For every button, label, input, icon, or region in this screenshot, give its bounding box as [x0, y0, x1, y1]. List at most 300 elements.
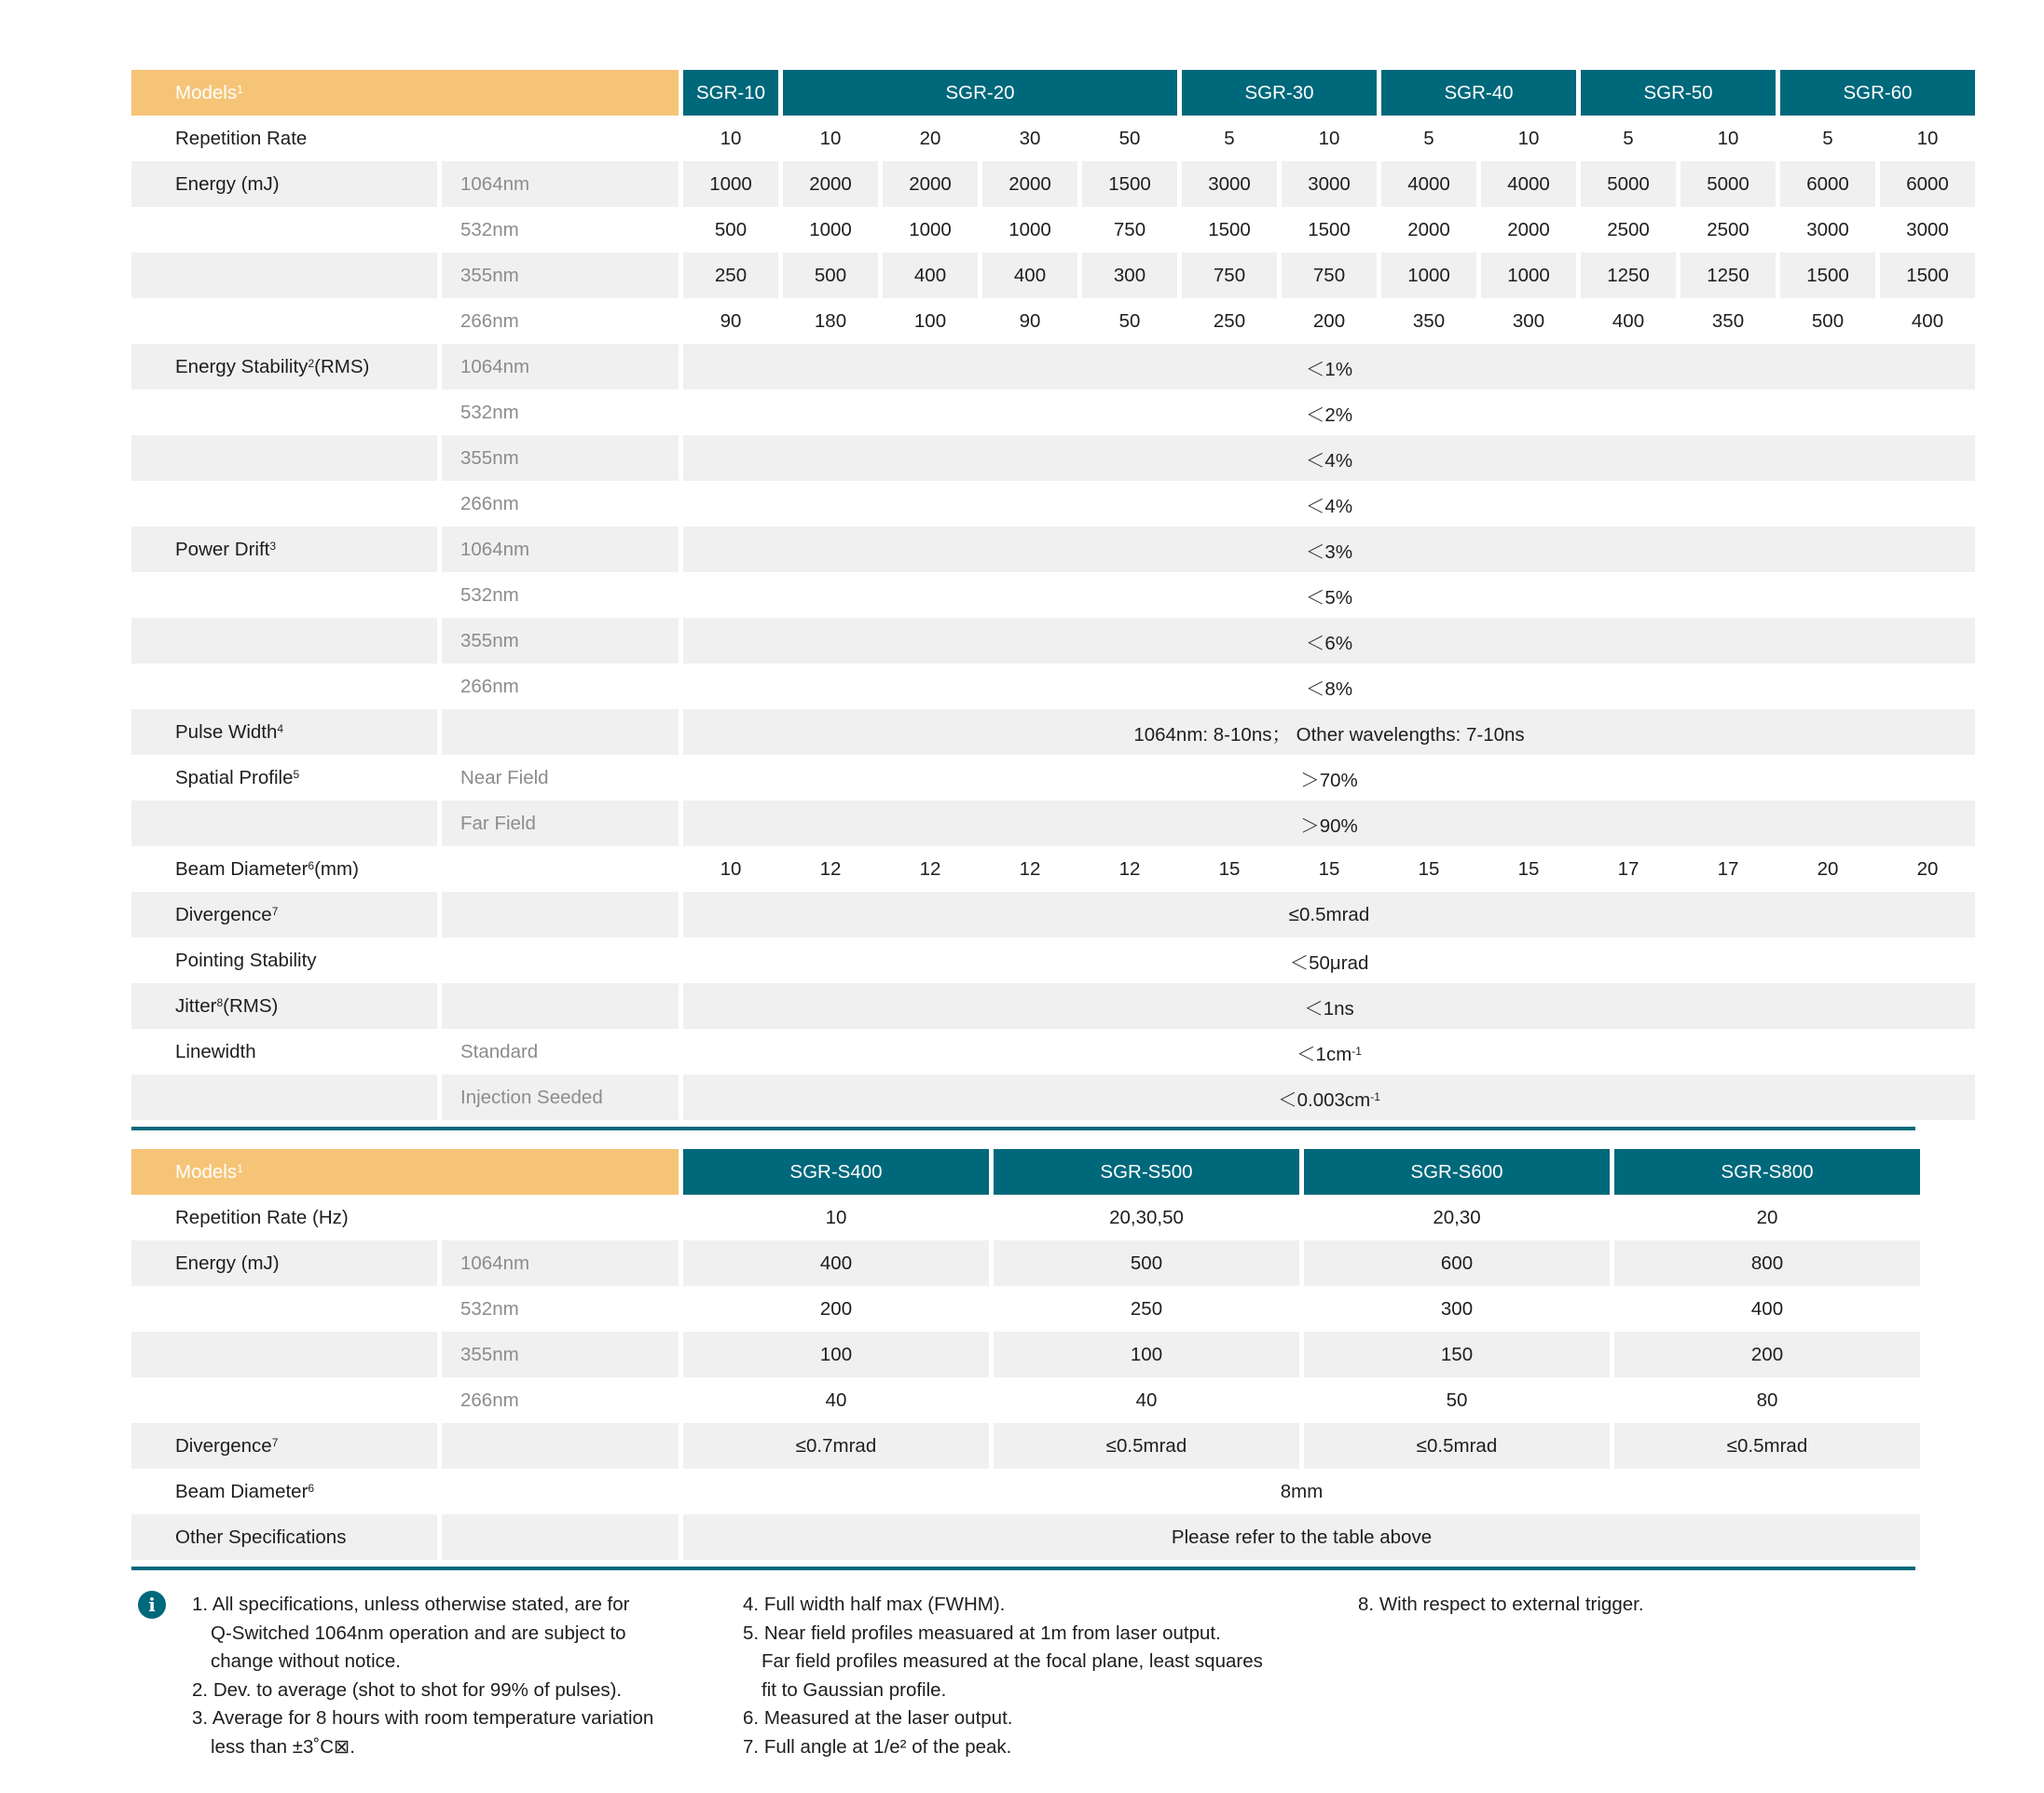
- row-label: [131, 161, 437, 207]
- value-cell: ≤0.5mrad: [1304, 1423, 1610, 1469]
- spec-row: [131, 983, 1975, 1029]
- spanning-value-cell: [683, 618, 1975, 664]
- row-footnote-mark: 8: [216, 995, 224, 1009]
- value-cell: 200: [1614, 1332, 1920, 1377]
- value-cell: 40: [1135, 1389, 1158, 1411]
- value-cell: 600: [1304, 1240, 1610, 1286]
- spec-row: [131, 846, 1975, 892]
- model-header-sgr-s600: SGR-S600: [1304, 1149, 1610, 1195]
- footnote-number: 8.: [1358, 1594, 1375, 1615]
- value-cell: 200: [819, 1297, 853, 1320]
- row-label-text: Pulse Width: [175, 720, 278, 743]
- model-header-sgr-s400: SGR-S400: [683, 1149, 989, 1195]
- spec-row: [131, 298, 1975, 344]
- footnote-number: 2.: [192, 1678, 209, 1701]
- row-sublabel: [442, 1469, 679, 1514]
- row-label-suffix: (mm): [314, 857, 359, 880]
- value-cell: 400: [1612, 309, 1645, 332]
- spec-row: [131, 1195, 1920, 1240]
- value-cell: 100: [913, 309, 947, 332]
- value-cell: 2000: [783, 161, 878, 207]
- row-label: [131, 1240, 437, 1286]
- footnotes-col-3: [1358, 1591, 1880, 1620]
- value-cell: 90: [720, 309, 742, 332]
- spec-row: [131, 207, 1975, 253]
- spanning-value-text: ＜4%: [1305, 449, 1353, 472]
- footnotes-col-1: [192, 1591, 714, 1761]
- spec-row: [131, 481, 1975, 527]
- models-footnote-mark: 1: [237, 82, 243, 96]
- row-footnote-mark: 7: [271, 1435, 279, 1449]
- row-label: [131, 344, 437, 390]
- model-header-sgr-20: SGR-20: [783, 70, 1177, 116]
- footnote-continuation: less than ±3˚C⊠.: [211, 1735, 355, 1758]
- spec-row: [131, 1377, 1920, 1423]
- models-header-cell: [131, 1149, 679, 1195]
- models-footnote-mark: 1: [237, 1161, 243, 1175]
- row-sublabel: [442, 116, 679, 161]
- value-cell: 5000: [1680, 161, 1776, 207]
- value-cell: 10: [1916, 127, 1939, 149]
- footnote-number: 6.: [743, 1707, 760, 1729]
- row-sublabel: 266nm: [460, 309, 519, 332]
- spec-row: [131, 938, 1975, 983]
- spec-row: [131, 344, 1975, 390]
- row-sublabel: 266nm: [460, 492, 519, 514]
- spec-row: [131, 435, 1975, 481]
- value-cell: 10: [1717, 127, 1739, 149]
- row-label: [131, 116, 437, 161]
- value-cell: 2000: [982, 161, 1077, 207]
- notes-divider: [131, 1567, 1915, 1570]
- row-sublabel: 532nm: [460, 1297, 519, 1320]
- row-label-text: Divergence: [175, 1434, 272, 1457]
- footnote-continuation: fit to Gaussian profile.: [761, 1678, 947, 1701]
- value-cell: 10: [720, 857, 742, 880]
- spanning-value-cell: [683, 481, 1975, 527]
- spanning-value-text: Please refer to the table above: [1171, 1526, 1433, 1548]
- value-cell: 17: [1617, 857, 1639, 880]
- row-sublabel: Injection Seeded: [442, 1074, 679, 1120]
- footnote-text: Near field profiles measuared at 1m from laser output.: [763, 1622, 1221, 1644]
- value-cell: 1500: [1880, 253, 1975, 298]
- value-cell: 50: [1118, 309, 1141, 332]
- row-footnote-mark: 6: [308, 1481, 315, 1495]
- footnote-continuation: Far field profiles measured at the focal plane, least squares: [761, 1650, 1263, 1672]
- spec-row: [131, 253, 1975, 298]
- spanning-value-cell: [683, 801, 1975, 846]
- model-header-sgr-30: SGR-30: [1182, 70, 1377, 116]
- value-cell: 100: [683, 1332, 989, 1377]
- info-circle-icon: i: [138, 1591, 166, 1619]
- value-cell: 3000: [1282, 161, 1377, 207]
- value-cell: 90: [1019, 309, 1041, 332]
- spec-row: [131, 755, 1975, 801]
- spanning-value-text: ＞70%: [1300, 769, 1358, 791]
- footnotes: [131, 1580, 1915, 1766]
- model-header-sgr-s500: SGR-S500: [994, 1149, 1299, 1195]
- row-sublabel: [442, 1514, 679, 1560]
- row-label-text: Pointing Stability: [175, 949, 317, 971]
- value-cell: 1250: [1581, 253, 1676, 298]
- spanning-value-text: ＜5%: [1305, 586, 1353, 609]
- value-cell: 5: [1423, 127, 1434, 149]
- row-sublabel: 532nm: [460, 401, 519, 423]
- value-cell: 750: [1282, 253, 1377, 298]
- row-sublabel: 266nm: [460, 675, 519, 697]
- model-header-sgr-60: SGR-60: [1780, 70, 1975, 116]
- value-cell: 350: [1711, 309, 1745, 332]
- row-sublabel: 355nm: [442, 435, 679, 481]
- row-sublabel: Standard: [460, 1040, 539, 1062]
- row-label-text: Beam Diameter: [175, 1480, 309, 1502]
- spanning-value-text: ＜0.003cm: [1278, 1088, 1371, 1111]
- value-cell: 15: [1218, 857, 1241, 880]
- row-label: [131, 892, 437, 938]
- footnote-text: Full angle at 1/e² of the peak.: [763, 1735, 1012, 1758]
- value-cell: 750: [1182, 253, 1277, 298]
- value-cell: 6000: [1880, 161, 1975, 207]
- value-cell: 100: [994, 1332, 1299, 1377]
- spanning-value-text: ＜50μrad: [1289, 951, 1369, 974]
- value-cell: 40: [825, 1389, 847, 1411]
- value-cell: 20: [919, 127, 941, 149]
- spec-row: [131, 664, 1975, 709]
- row-footnote-mark: 4: [277, 721, 284, 735]
- value-cell: 250: [1213, 309, 1246, 332]
- row-sublabel: 355nm: [442, 618, 679, 664]
- value-cell: 4000: [1481, 161, 1576, 207]
- value-cell: 50: [1446, 1389, 1468, 1411]
- model-header-sgr-50: SGR-50: [1581, 70, 1776, 116]
- value-cell: 300: [1440, 1297, 1474, 1320]
- row-label: [131, 1332, 437, 1377]
- value-cell: 400: [982, 253, 1077, 298]
- value-cell: 6000: [1780, 161, 1875, 207]
- value-cell: 500: [714, 218, 748, 240]
- row-label: [131, 1029, 437, 1074]
- value-cell: 12: [1019, 857, 1041, 880]
- models-header-row: [131, 1149, 1920, 1195]
- value-cell: 10: [825, 1206, 847, 1228]
- row-label: [131, 1514, 437, 1560]
- row-label: [131, 253, 437, 298]
- value-cell: 20,30: [1433, 1206, 1481, 1228]
- value-cell: 10: [720, 127, 742, 149]
- row-label: [131, 481, 437, 527]
- row-sublabel: 1064nm: [442, 161, 679, 207]
- row-sublabel: 266nm: [460, 1389, 519, 1411]
- model-header-sgr-s800: SGR-S800: [1614, 1149, 1920, 1195]
- row-label: [131, 664, 437, 709]
- spec-row: [131, 618, 1975, 664]
- spanning-value-sup: -1: [1351, 1044, 1362, 1058]
- value-cell: 800: [1614, 1240, 1920, 1286]
- row-label-text: Beam Diameter: [175, 857, 309, 880]
- value-cell: 20,30,50: [1109, 1206, 1184, 1228]
- spec-row: [131, 1240, 1920, 1286]
- spanning-value-cell: [683, 1074, 1975, 1120]
- row-footnote-mark: 6: [308, 858, 315, 872]
- value-cell: 12: [1118, 857, 1141, 880]
- spanning-value-text: ＜6%: [1305, 632, 1353, 654]
- footnote-text: Average for 8 hours with room temperature variation: [212, 1707, 654, 1729]
- spec-table-sgr: [127, 70, 1980, 1120]
- row-label: [131, 1074, 437, 1120]
- spec-row: [131, 390, 1975, 435]
- value-cell: 300: [1082, 253, 1177, 298]
- value-cell: 400: [1750, 1297, 1784, 1320]
- value-cell: 20: [1756, 1206, 1778, 1228]
- spanning-value-cell: [683, 709, 1975, 755]
- value-cell: 500: [994, 1240, 1299, 1286]
- row-sublabel: 1064nm: [442, 344, 679, 390]
- value-cell: 2500: [1707, 218, 1749, 240]
- spanning-value-cell: [683, 1029, 1975, 1074]
- value-cell: ≤0.5mrad: [1614, 1423, 1920, 1469]
- row-footnote-mark: 5: [293, 767, 300, 781]
- row-label: [131, 1469, 437, 1514]
- value-cell: 80: [1756, 1389, 1778, 1411]
- row-label: [131, 298, 437, 344]
- row-label-text: Energy Stability: [175, 355, 309, 377]
- spec-row: [131, 1469, 1920, 1514]
- row-label: [131, 572, 437, 618]
- value-cell: 15: [1418, 857, 1440, 880]
- value-cell: ≤0.5mrad: [994, 1423, 1299, 1469]
- row-label-suffix: (RMS): [223, 994, 279, 1017]
- footnote-text: Measured at the laser output.: [763, 1707, 1013, 1729]
- value-cell: 1000: [683, 161, 778, 207]
- value-cell: 500: [783, 253, 878, 298]
- footnote-text: Dev. to average (shot to shot for 99% of pulses).: [213, 1678, 623, 1701]
- value-cell: 1500: [1082, 161, 1177, 207]
- value-cell: 12: [919, 857, 941, 880]
- row-sublabel: [442, 1195, 679, 1240]
- value-cell: 2000: [1407, 218, 1450, 240]
- row-label-text: Energy (mJ): [175, 172, 280, 195]
- row-label: [131, 1195, 437, 1240]
- footnote-item: [192, 1677, 714, 1705]
- footnote-number: 1.: [192, 1594, 209, 1615]
- value-cell: 1000: [1381, 253, 1476, 298]
- value-cell: 1500: [1780, 253, 1875, 298]
- value-cell: 2000: [883, 161, 978, 207]
- row-footnote-mark: 7: [271, 904, 279, 918]
- spec-row: [131, 1029, 1975, 1074]
- spanning-value-cell: [683, 892, 1975, 938]
- spec-row: [131, 1332, 1920, 1377]
- value-cell: 1000: [809, 218, 852, 240]
- value-cell: 400: [883, 253, 978, 298]
- spanning-value-cell: [683, 1514, 1920, 1560]
- row-sublabel: [442, 709, 679, 755]
- row-label-text: Power Drift: [175, 538, 270, 560]
- spanning-value-cell: [683, 527, 1975, 572]
- value-cell: 250: [683, 253, 778, 298]
- row-label-text: Divergence: [175, 903, 272, 925]
- row-footnote-mark: 2: [308, 356, 315, 370]
- row-label-suffix: (RMS): [314, 355, 370, 377]
- footnote-continuation: Q-Switched 1064nm operation and are subject to: [211, 1622, 626, 1644]
- row-label: [131, 1377, 437, 1423]
- row-sublabel: Far Field: [442, 801, 679, 846]
- row-sublabel: 1064nm: [442, 1240, 679, 1286]
- value-cell: 10: [1318, 127, 1340, 149]
- value-cell: 2000: [1507, 218, 1550, 240]
- spec-row: [131, 116, 1975, 161]
- spec-row: [131, 572, 1975, 618]
- value-cell: 5: [1822, 127, 1833, 149]
- row-label-text: Energy (mJ): [175, 1252, 280, 1274]
- footnote-continuation: change without notice.: [211, 1650, 401, 1672]
- spanning-value-cell: [683, 572, 1975, 618]
- spec-sheet: [131, 70, 1949, 1766]
- spec-row: [131, 892, 1975, 938]
- row-label-text: Jitter: [175, 994, 217, 1017]
- value-cell: 1500: [1308, 218, 1351, 240]
- footnote-text: With respect to external trigger.: [1379, 1594, 1644, 1615]
- spec-row: [131, 709, 1975, 755]
- footnotes-col-2: [743, 1591, 1339, 1761]
- value-cell: 50: [1118, 127, 1141, 149]
- spanning-value-sup: -1: [1370, 1089, 1380, 1103]
- value-cell: 5: [1224, 127, 1235, 149]
- value-cell: 5000: [1581, 161, 1676, 207]
- spanning-value-cell: [683, 390, 1975, 435]
- spec-row: [131, 1423, 1920, 1469]
- value-cell: 250: [1130, 1297, 1163, 1320]
- spanning-value-text: ＜8%: [1305, 678, 1353, 700]
- row-label: [131, 709, 437, 755]
- spanning-value-text: ＞90%: [1300, 814, 1358, 837]
- footnote-item: [743, 1733, 1339, 1762]
- value-cell: 20: [1916, 857, 1939, 880]
- value-cell: 150: [1304, 1332, 1610, 1377]
- spanning-value-cell: [683, 1469, 1920, 1514]
- row-sublabel: [442, 1423, 679, 1469]
- value-cell: ≤0.7mrad: [683, 1423, 989, 1469]
- spanning-value-cell: [683, 983, 1975, 1029]
- row-sublabel: 1064nm: [442, 527, 679, 572]
- footnote-number: 4.: [743, 1594, 760, 1615]
- value-cell: 3000: [1182, 161, 1277, 207]
- spanning-value-text: ＜3%: [1305, 541, 1353, 563]
- footnote-item: [743, 1620, 1339, 1705]
- row-sublabel: 355nm: [442, 1332, 679, 1377]
- value-cell: 300: [1512, 309, 1545, 332]
- row-label: [131, 390, 437, 435]
- value-cell: 12: [819, 857, 842, 880]
- row-sublabel: [442, 938, 679, 983]
- spec-row: [131, 1074, 1975, 1120]
- value-cell: 10: [1517, 127, 1540, 149]
- row-label-text: Repetition Rate: [175, 127, 308, 149]
- row-label: [131, 755, 437, 801]
- value-cell: 750: [1113, 218, 1146, 240]
- row-label: [131, 1423, 437, 1469]
- footnote-item: [1358, 1591, 1880, 1620]
- footnote-number: 3.: [192, 1707, 209, 1729]
- row-label: [131, 801, 437, 846]
- value-cell: 15: [1318, 857, 1340, 880]
- value-cell: 20: [1817, 857, 1839, 880]
- spanning-value-cell: [683, 938, 1975, 983]
- row-label: [131, 618, 437, 664]
- spanning-value-cell: [683, 435, 1975, 481]
- row-label: [131, 1286, 437, 1332]
- row-label-text: Repetition Rate (Hz): [175, 1206, 349, 1228]
- spanning-value-text: ＜1ns: [1304, 997, 1354, 1020]
- model-header-sgr-40: SGR-40: [1381, 70, 1576, 116]
- spanning-value-text: 8mm: [1280, 1480, 1324, 1502]
- value-cell: 180: [814, 309, 847, 332]
- models-label: Models: [175, 81, 238, 103]
- row-label: [131, 435, 437, 481]
- spanning-value-text: ＜2%: [1305, 404, 1353, 426]
- spanning-value-text: ＜1%: [1305, 358, 1353, 380]
- footnote-item: [743, 1591, 1339, 1620]
- spec-table-sgr-s: [127, 1149, 1925, 1560]
- value-cell: 3000: [1806, 218, 1849, 240]
- spanning-value-cell: [683, 344, 1975, 390]
- row-label: [131, 938, 437, 983]
- value-cell: 5: [1623, 127, 1634, 149]
- footnote-number: 7.: [743, 1735, 760, 1758]
- spec-row: [131, 161, 1975, 207]
- spec-row: [131, 801, 1975, 846]
- value-cell: 30: [1019, 127, 1041, 149]
- value-cell: 2500: [1607, 218, 1650, 240]
- row-sublabel: Near Field: [460, 766, 549, 788]
- value-cell: 4000: [1381, 161, 1476, 207]
- value-cell: 500: [1811, 309, 1845, 332]
- spanning-value-text: ＜1cm: [1296, 1043, 1352, 1065]
- value-cell: 1500: [1208, 218, 1251, 240]
- row-sublabel: [442, 983, 679, 1029]
- models-header-cell: [131, 70, 679, 116]
- row-label: [131, 207, 437, 253]
- footnote-item: [192, 1591, 714, 1677]
- footnote-item: [743, 1704, 1339, 1733]
- value-cell: 1000: [1008, 218, 1051, 240]
- row-sublabel: [442, 892, 679, 938]
- value-cell: 17: [1717, 857, 1739, 880]
- row-sublabel: 532nm: [460, 583, 519, 606]
- spec-row: [131, 1514, 1920, 1560]
- value-cell: 1250: [1680, 253, 1776, 298]
- spec-row: [131, 1286, 1920, 1332]
- footnote-text: All specifications, unless otherwise stated, are for: [212, 1594, 630, 1615]
- row-label: [131, 527, 437, 572]
- spanning-value-text: ≤0.5mrad: [1288, 903, 1370, 925]
- value-cell: 350: [1412, 309, 1446, 332]
- spanning-value-cell: [683, 755, 1975, 801]
- footnote-number: 5.: [743, 1622, 760, 1644]
- row-footnote-mark: 3: [269, 539, 277, 553]
- value-cell: 3000: [1906, 218, 1949, 240]
- footnote-text: Full width half max (FWHM).: [763, 1594, 1006, 1615]
- value-cell: 200: [1312, 309, 1346, 332]
- models-header-row: [131, 70, 1975, 116]
- row-label: [131, 846, 437, 892]
- spanning-value-text: ＜4%: [1305, 495, 1353, 517]
- row-sublabel: 532nm: [460, 218, 519, 240]
- model-header-sgr-10: SGR-10: [683, 70, 778, 116]
- value-cell: 15: [1517, 857, 1540, 880]
- row-sublabel: [442, 846, 679, 892]
- value-cell: 1000: [1481, 253, 1576, 298]
